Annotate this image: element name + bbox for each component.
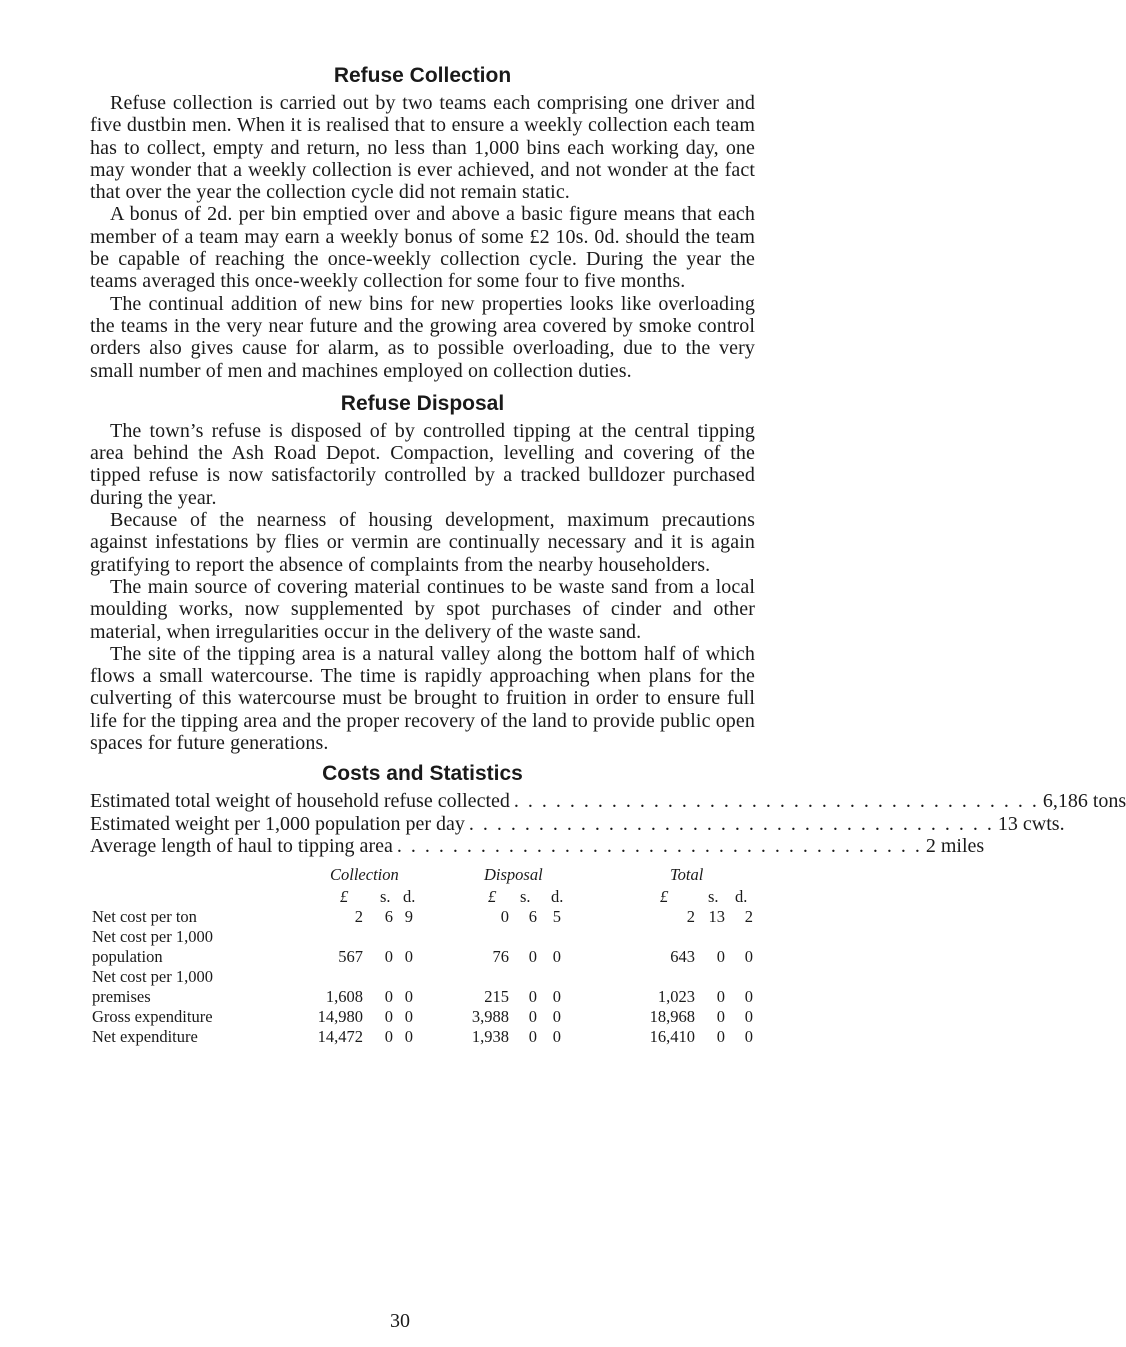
total-shillings: 0 — [716, 987, 725, 1007]
unit-pence: d. — [551, 887, 564, 907]
disposal-pounds: 76 — [492, 947, 509, 967]
total-pence: 2 — [744, 907, 753, 927]
col-header-disposal: Disposal — [484, 865, 543, 885]
unit-shillings: s. — [380, 887, 391, 907]
collection-paragraph-1: Refuse collection is carried out by two teams each comprising one driver and five dustbin men. When it is realised that to ensure a weekly collection each team has to collect, empty and return, no less than 1,000 bins each working day, one may wonder that a weekly collection is ever achieved, and not wonder at the fact that over the year the collection cycle did not remain static. — [90, 92, 755, 204]
disposal-pence: 5 — [552, 907, 561, 927]
collection-pounds: 2 — [354, 907, 363, 927]
disposal-shillings: 0 — [528, 1027, 537, 1047]
disposal-pounds: 215 — [484, 987, 509, 1007]
row-label-cont: premises — [92, 987, 151, 1007]
disposal-paragraph-2: Because of the nearness of housing development, maximum precautions against infestations by flies or vermin are continually necessary and it is again gratifying to report the absence of complaints from the nearby householders. — [90, 509, 755, 576]
collection-paragraph-3: The continual addition of new bins for new properties looks like overloading the teams in the very near future and the growing area covered by smoke control orders also gives cause for alarm, as to possible overloading, due to the very small number of men and machines employed on collection duties. — [90, 292, 755, 382]
leader-dots: . . . . . . . . . . . . . . . . . . . . . . . . . . . . . . . . . . . . . . — [396, 834, 922, 857]
disposal-shillings: 0 — [528, 987, 537, 1007]
collection-shillings: 0 — [384, 1007, 393, 1027]
unit-pence: d. — [403, 887, 416, 907]
row-label: Net cost per 1,000 — [92, 927, 213, 947]
total-shillings: 0 — [716, 1027, 725, 1047]
collection-pence: 0 — [404, 1007, 413, 1027]
collection-shillings: 0 — [384, 987, 393, 1007]
stat-label: Estimated total weight of household refuse collected — [90, 790, 510, 813]
unit-shillings: s. — [520, 887, 531, 907]
total-shillings: 0 — [716, 1007, 725, 1027]
disposal-pounds: 1,938 — [471, 1027, 509, 1047]
total-shillings: 0 — [716, 947, 725, 967]
disposal-paragraph-3: The main source of covering material continues to be waste sand from a local moulding works, now supplemented by spot purchases of cinder and other material, when irregularities occur in the delivery of the waste sand. — [90, 575, 755, 643]
refuse-disposal-heading: Refuse Disposal — [340, 391, 505, 415]
disposal-pence: 0 — [552, 1027, 561, 1047]
total-pounds: 18,968 — [649, 1007, 695, 1027]
total-pounds: 2 — [686, 907, 695, 927]
leader-dots: . . . . . . . . . . . . . . . . . . . . . . . . . . . . . . . . . . . . . . — [513, 790, 1039, 813]
collection-paragraph-2: A bonus of 2d. per bin emptied over and above a basic figure means that each member of a team may earn a weekly bonus of some £2 10s. 0d. should the team be capable of reaching the once-weekly collection cycle. During the year the teams averaged this once-weekly collection for some four to five months. — [90, 203, 755, 293]
refuse-collection-heading: Refuse Collection — [333, 64, 512, 87]
row-label-cont: population — [92, 947, 163, 967]
stat-haul-length — [90, 834, 985, 857]
page-content — [90, 58, 1126, 1070]
collection-shillings: 0 — [384, 947, 393, 967]
collection-pounds: 14,980 — [317, 1007, 363, 1027]
collection-pence: 9 — [404, 907, 413, 927]
stat-value: 13 cwts. — [997, 812, 1065, 835]
total-pounds: 1,023 — [657, 987, 695, 1007]
stat-value: 6,186 tons — [1042, 790, 1126, 813]
total-shillings: 13 — [708, 907, 725, 927]
disposal-shillings: 0 — [528, 947, 537, 967]
stat-weight-per-population — [90, 812, 1065, 835]
disposal-pence: 0 — [552, 987, 561, 1007]
disposal-pounds: 0 — [500, 907, 509, 927]
collection-pounds: 567 — [338, 947, 363, 967]
page-number: 30 — [390, 1310, 410, 1332]
collection-pounds: 14,472 — [317, 1027, 363, 1047]
total-pence: 0 — [744, 987, 753, 1007]
total-pounds: 16,410 — [649, 1027, 695, 1047]
total-pounds: 643 — [670, 947, 695, 967]
unit-pounds: £ — [488, 887, 497, 907]
total-pence: 0 — [744, 947, 753, 967]
unit-pence: d. — [735, 887, 748, 907]
row-label: Net cost per 1,000 — [92, 967, 213, 987]
stat-total-weight — [90, 790, 1126, 813]
disposal-pounds: 3,988 — [471, 1007, 509, 1027]
total-pence: 0 — [744, 1007, 753, 1027]
costs-table — [90, 865, 755, 1070]
leader-dots: . . . . . . . . . . . . . . . . . . . . . . . . . . . . . . . . . . . . . . — [468, 812, 994, 835]
unit-shillings: s. — [708, 887, 719, 907]
unit-pounds: £ — [660, 887, 669, 907]
collection-pence: 0 — [404, 947, 413, 967]
row-label: Net cost per ton — [92, 907, 197, 927]
disposal-shillings: 0 — [528, 1007, 537, 1027]
collection-shillings: 6 — [384, 907, 393, 927]
disposal-paragraph-4: The site of the tipping area is a natural valley along the bottom half of which flows a small watercourse. The time is rapidly approaching when plans for the culverting of this watercourse must be brought to fruition in order to ensure full life for the tipping area and the proper recovery of the land to provide public open spaces for future generations. — [90, 642, 755, 755]
row-label: Net expenditure — [92, 1027, 198, 1047]
total-pence: 0 — [744, 1027, 753, 1047]
disposal-shillings: 6 — [528, 907, 537, 927]
collection-pence: 0 — [404, 1027, 413, 1047]
unit-pounds: £ — [340, 887, 349, 907]
collection-pence: 0 — [404, 987, 413, 1007]
collection-shillings: 0 — [384, 1027, 393, 1047]
col-header-total: Total — [670, 865, 704, 885]
row-label: Gross expenditure — [92, 1007, 213, 1027]
collection-pounds: 1,608 — [325, 987, 363, 1007]
disposal-paragraph-1: The town’s refuse is disposed of by controlled tipping at the central tipping area behind the Ash Road Depot. Compaction, levelling and covering of the tipped refuse is now satisfactorily controlled by a tracked bulldozer purchased during the year. — [90, 419, 755, 509]
stat-label: Average length of haul to tipping area — [90, 834, 393, 857]
stat-label: Estimated weight per 1,000 population per day — [90, 812, 465, 835]
costs-statistics-heading: Costs and Statistics — [322, 762, 523, 786]
disposal-pence: 0 — [552, 1007, 561, 1027]
stat-value: 2 miles — [925, 834, 985, 857]
col-header-collection: Collection — [330, 865, 399, 885]
disposal-pence: 0 — [552, 947, 561, 967]
